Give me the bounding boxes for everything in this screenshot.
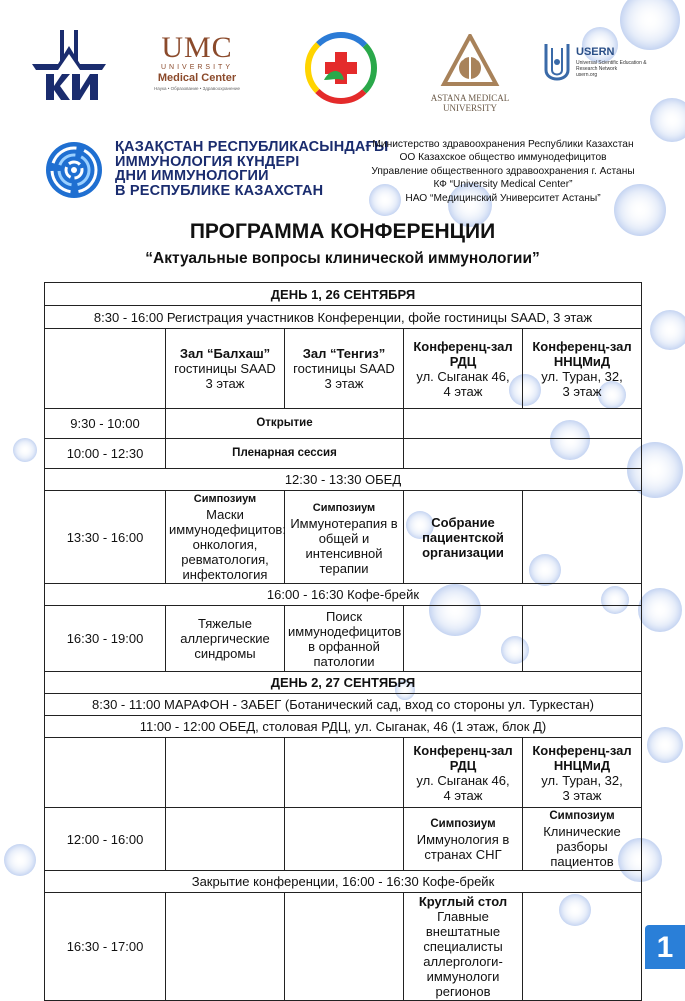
imm-line4: В РЕСПУБЛИКЕ КАЗАХСТАН [115, 182, 324, 199]
empty-cell [166, 893, 285, 1001]
allergic-syndromes-cell [166, 606, 285, 672]
table-row [45, 584, 642, 606]
time-cell: 16:30 - 19:00 [45, 606, 166, 672]
symposium-line: онкология, [192, 537, 258, 552]
imm-line2: ИММУНОЛОГИЯ КҮНДЕРІ [115, 153, 300, 170]
page-subtitle: “Актуальные вопросы клинической иммунологии” [145, 250, 540, 267]
symposium-cis-cell [404, 808, 523, 871]
usern-logo [540, 40, 658, 100]
session-line: патологии [313, 653, 375, 669]
empty-cell [285, 893, 404, 1001]
usern-url: usern.org [576, 72, 598, 78]
table-row [45, 491, 642, 584]
symposium-line: терапии [319, 561, 369, 576]
symposium-line: Иммунология в [416, 831, 510, 847]
coffee1-row: 16:00 - 16:30 Кофе-брейк [45, 584, 642, 606]
halls-row [45, 329, 642, 409]
time-cell: 9:30 - 10:00 [45, 409, 166, 439]
hall-place: ул. Сыганак 46, [416, 368, 510, 384]
usern-line1: Universal Scientific Education & [576, 60, 647, 66]
hall-rdc [404, 329, 523, 409]
hall-floor: 3 этаж [324, 376, 364, 391]
time-cell: 12:00 - 16:00 [45, 808, 166, 871]
hall-name: Конференц-зал [413, 742, 513, 758]
table-row [45, 306, 642, 329]
empty-cell [404, 409, 642, 439]
closing-row: Закрытие конференции, 16:00 - 16:30 Кофе-брейк [45, 871, 642, 893]
marathon-row: 8:30 - 11:00 МАРАФОН - ЗАБЕГ (Ботанический сад, вход со стороны ул. Туркестан) [45, 694, 642, 716]
usern-emblem-icon [540, 40, 574, 90]
day2-header: ДЕНЬ 2, 27 СЕНТЯБРЯ [45, 672, 642, 694]
hall-floor: 3 этаж [562, 787, 602, 803]
hall-nncmid [523, 329, 642, 409]
opening-cell: Открытие [166, 409, 404, 439]
halls2-row [45, 738, 642, 808]
table-row [45, 469, 642, 491]
umc-logo [148, 33, 246, 103]
session-line: аллергические [180, 631, 270, 646]
symposium-line: иммунодефицитов: [169, 522, 286, 537]
program-table [44, 282, 642, 1001]
hall2-nncmid [523, 738, 642, 808]
symposium-title: Симпозиум [193, 493, 257, 505]
symposium-line: ревматология, [181, 552, 269, 567]
time-cell: 16:30 - 17:00 [45, 893, 166, 1001]
symposium-line: пациентов [550, 854, 614, 869]
spiral-logo-icon [44, 140, 104, 200]
empty-cell [523, 893, 642, 1001]
table-row [45, 672, 642, 694]
orphan-pathology-cell [285, 606, 404, 672]
hall-floor: 3 этаж [205, 376, 245, 391]
amu-logo [420, 34, 520, 114]
symposium-line: Иммунотерапия в [290, 516, 398, 531]
session-line: синдромы [194, 646, 256, 661]
empty-cell [404, 606, 523, 672]
session-line: Тяжелые [198, 616, 252, 631]
symposium-line: странах СНГ [424, 846, 502, 862]
hall-name: Конференц-зал РДЦ [413, 338, 513, 369]
hall-floor: 3 этаж [562, 383, 602, 399]
amu-emblem-icon [440, 34, 500, 88]
hall2-rdc [404, 738, 523, 808]
symposium-line: Маски [206, 507, 244, 522]
time-cell: 10:00 - 12:30 [45, 439, 166, 469]
health-cross-logo [300, 28, 382, 108]
plenary-cell: Пленарная сессия [166, 439, 404, 469]
hall-balkhash [166, 329, 285, 409]
immunology-days-title [115, 140, 388, 198]
session-line: в орфанной [308, 638, 380, 654]
umc-tag: Наука • Образование • Здравоохранение [154, 86, 240, 91]
table-row [45, 716, 642, 738]
patient-org-line: Собрание [431, 514, 495, 530]
symposium-title: Симпозиум [312, 502, 376, 514]
session-line: иммунодефицитов [288, 623, 402, 639]
empty-cell [523, 606, 642, 672]
round-table-line: иммунологи регионов [426, 969, 500, 999]
table-row [45, 409, 642, 439]
logos-row [0, 28, 685, 118]
lunch1-row: 12:30 - 13:30 ОБЕД [45, 469, 642, 491]
empty-cell [523, 491, 642, 584]
page-title: ПРОГРАММА КОНФЕРЕНЦИИ [189, 220, 496, 243]
symposium-clinical-cell [523, 808, 642, 871]
umc-name: Medical Center [157, 72, 237, 84]
empty-cell [285, 808, 404, 871]
hall-floor: 4 этаж [443, 787, 483, 803]
lunch2-row: 11:00 - 12:00 ОБЕД, столовая РДЦ, ул. Сыганак, 46 (1 этаж, блок Д) [45, 716, 642, 738]
page-number: 1 [645, 925, 685, 969]
empty-cell [285, 738, 404, 808]
hall-place: ул. Сыганак 46, [416, 772, 510, 788]
symposium-line: Клинические разборы [543, 824, 621, 854]
round-table-cell [404, 893, 523, 1001]
hall-name: Зал “Тенгиз” [302, 346, 386, 361]
table-row [45, 808, 642, 871]
symposium-immunotherapy-cell [285, 491, 404, 584]
symposium-title: Симпозиум [430, 817, 496, 830]
imm-line1: ҚАЗАҚСТАН РЕСПУБЛИКАСЫНДАҒЫ [115, 139, 389, 155]
table-row [45, 283, 642, 306]
table-row [45, 871, 642, 893]
round-table-title: Круглый стол [418, 894, 508, 909]
empty-cell [404, 439, 642, 469]
time-cell: 13:30 - 16:00 [45, 491, 166, 584]
empty-cell [45, 329, 166, 409]
medical-cross-icon [300, 28, 382, 108]
immunology-days-block [0, 138, 685, 208]
hall-name: Зал “Балхаш” [179, 346, 271, 361]
organizers-list [358, 138, 648, 205]
umc-sub: UNIVERSITY [160, 64, 233, 71]
symposium-line: инфектология [182, 567, 268, 582]
empty-cell [166, 738, 285, 808]
round-table-line: аллергологи- [423, 954, 503, 969]
round-table-line: Главные внештатные [425, 909, 501, 939]
empty-cell [166, 808, 285, 871]
registration-row: 8:30 - 16:00 Регистрация участников Конференции, фойе гостиницы SAAD, 3 этаж [45, 306, 642, 329]
organizer-3: Управление общественного здравоохранения г. Астаны [371, 165, 635, 177]
usern-line2: Research Network [576, 66, 618, 72]
usern-name: USERN [576, 46, 615, 58]
round-table-line: специалисты [423, 939, 503, 954]
koi-emblem-icon [28, 28, 110, 110]
organizer-4: КФ “University Medical Center” [433, 179, 573, 191]
hall-place: ул. Туран, 32, [541, 772, 623, 788]
hall-place: гостиницы SAAD [174, 361, 276, 376]
table-row [45, 694, 642, 716]
hall-floor: 4 этаж [443, 383, 483, 399]
hall-place: гостиницы SAAD [293, 361, 395, 376]
amu-line1: ASTANA MEDICAL [430, 93, 510, 103]
hall-place: ул. Туран, 32, [541, 368, 623, 384]
table-row [45, 439, 642, 469]
table-row [45, 606, 642, 672]
amu-line2: UNIVERSITY [443, 103, 497, 113]
symposium-line: общей и интенсивной [305, 531, 383, 561]
symposium-masks-cell [166, 491, 285, 584]
organizer-1: Министерство здравоохранения Республики Казахстан [372, 139, 634, 150]
umc-main: UMC [161, 31, 233, 64]
patient-org-line: пациентской [422, 529, 504, 545]
symposium-title: Симпозиум [549, 810, 615, 822]
hall-tengiz [285, 329, 404, 409]
organizer-5: НАО “Медицинский Университет Астаны” [405, 192, 601, 204]
patient-org-cell [404, 491, 523, 584]
koi-logo [28, 28, 110, 110]
session-line: Поиск [325, 608, 363, 624]
hall-name: РДЦ [449, 757, 477, 773]
imm-line3: ДНИ ИММУНОЛОГИИ [115, 168, 269, 184]
hall-name: Конференц-зал ННЦМиД [532, 338, 632, 369]
patient-org-line: организации [422, 544, 504, 560]
hall-name: ННЦМиД [553, 757, 611, 773]
day1-header: ДЕНЬ 1, 26 СЕНТЯБРЯ [45, 283, 642, 306]
empty-cell [45, 738, 166, 808]
organizer-2: ОО Казахское общество иммунодефицитов [399, 152, 607, 164]
hall-name: Конференц-зал [532, 742, 632, 758]
table-row [45, 893, 642, 1001]
